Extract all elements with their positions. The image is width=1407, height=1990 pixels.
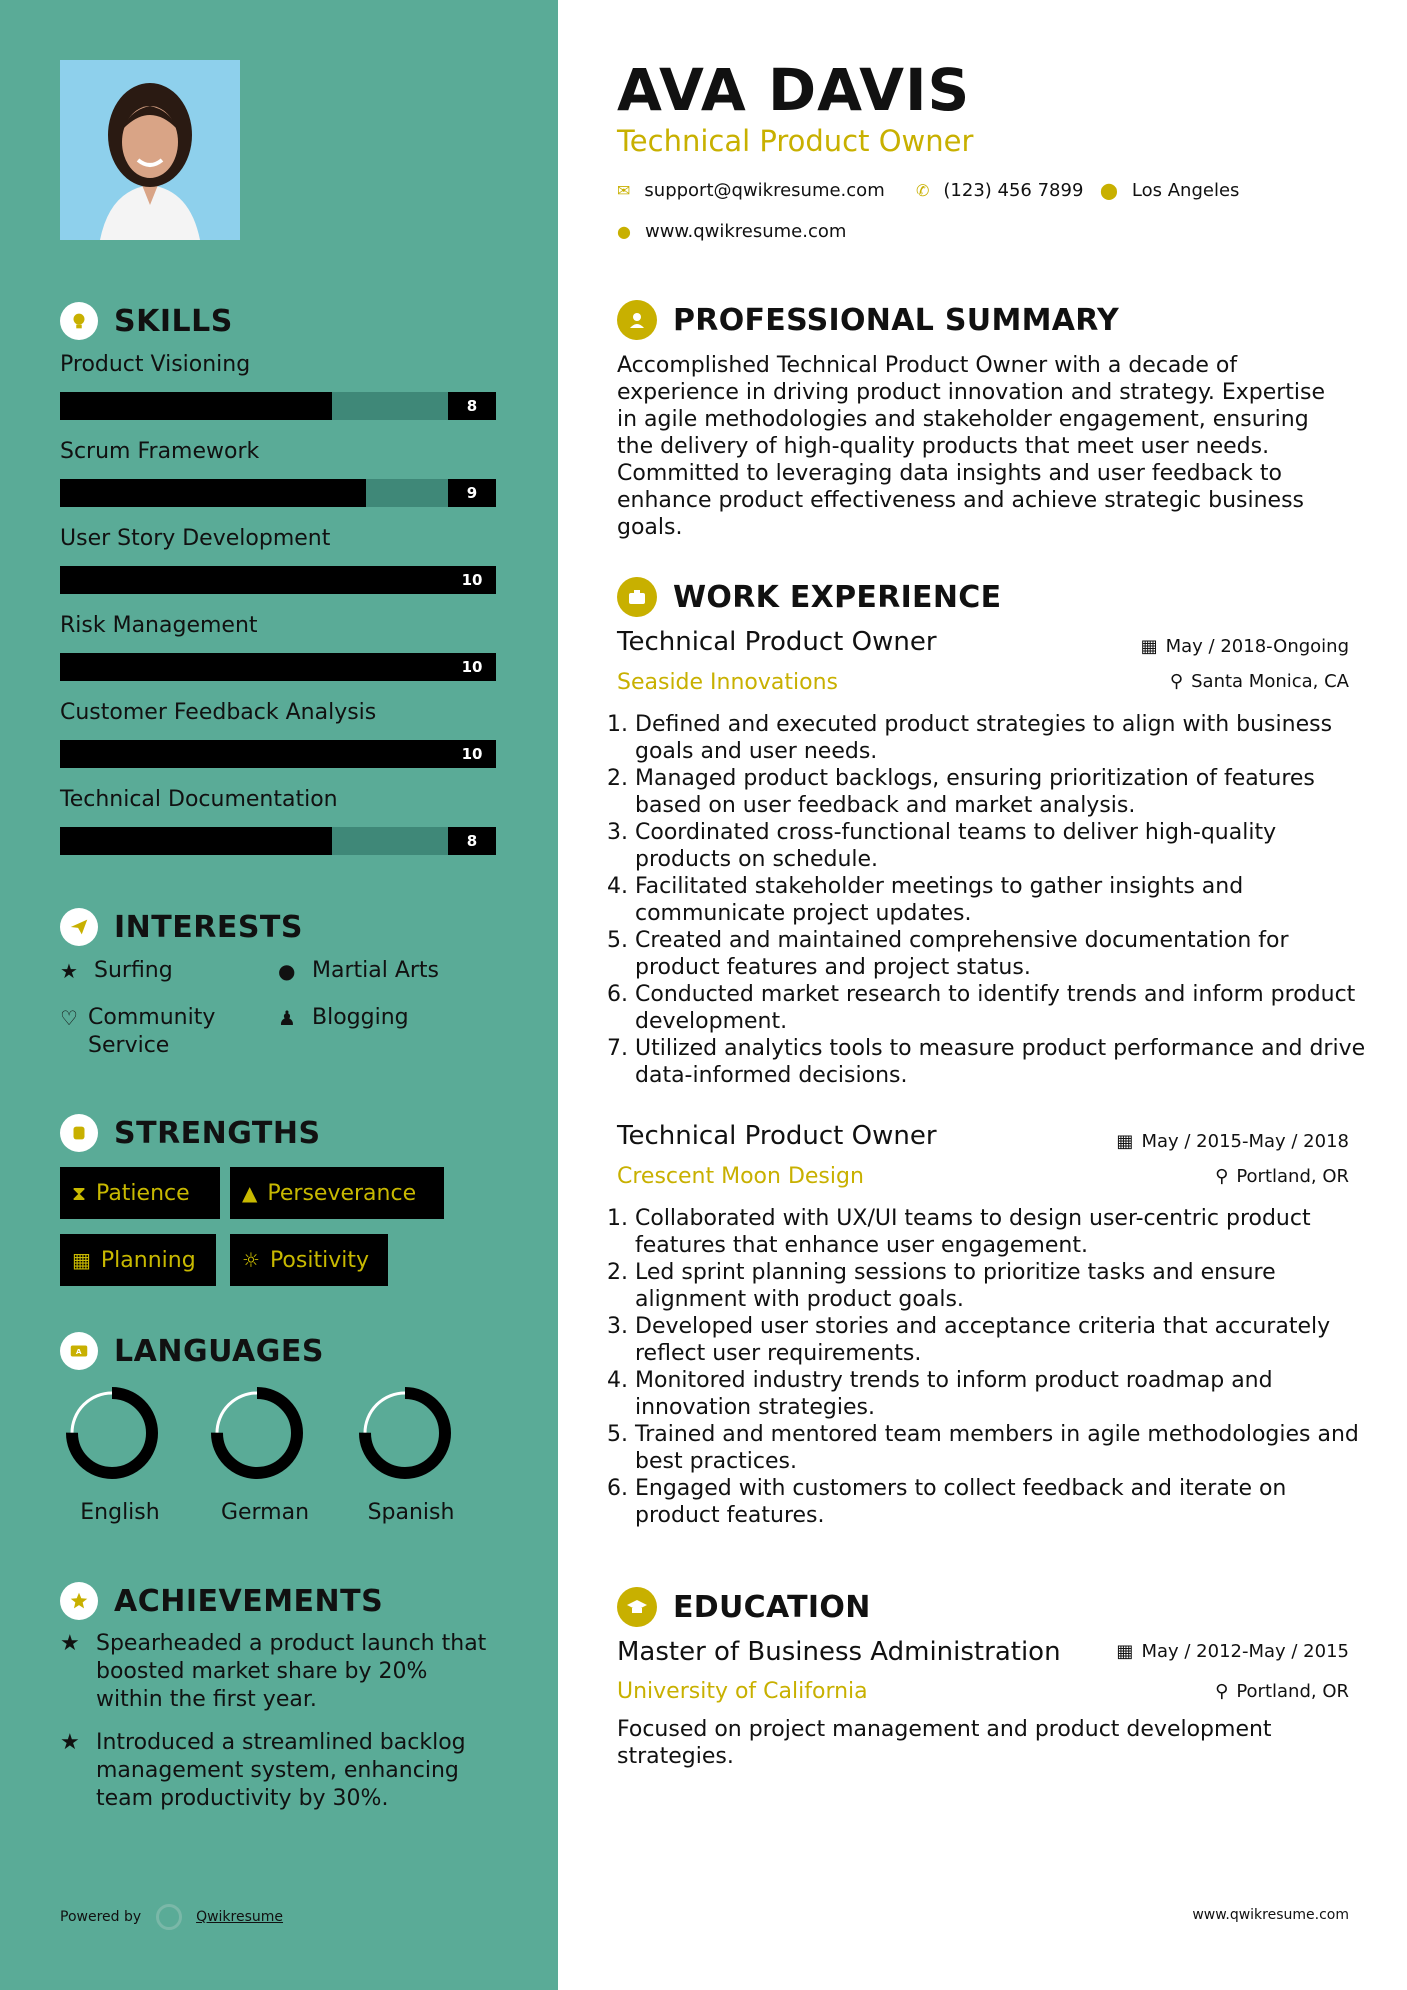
language-ring	[340, 1385, 470, 1489]
interest-label: Community Service	[88, 1005, 216, 1058]
graduation-icon	[617, 1587, 657, 1627]
duty-item: 5. Trained and mentored team members in agile methodologies and best practices.	[635, 1421, 1375, 1475]
language-label: German	[220, 1500, 310, 1525]
school-name: University of California	[617, 1679, 868, 1704]
skill-label: User Story Development	[60, 526, 331, 551]
degree-title: Master of Business Administration	[617, 1637, 1061, 1667]
strength-label: Perseverance	[267, 1180, 417, 1206]
strength-chip	[60, 1234, 216, 1286]
job-dates-text: May / 2015-May / 2018	[1141, 1131, 1349, 1152]
calendar-icon: ▦	[72, 1248, 91, 1272]
languages-title: LANGUAGES	[114, 1333, 324, 1369]
calendar-icon: ▦	[1140, 636, 1158, 657]
skill-fill	[60, 740, 496, 768]
contact-location	[1100, 180, 1239, 201]
summary-heading	[617, 300, 1119, 340]
skill-level-badge: 9	[448, 479, 496, 507]
website-text[interactable]: www.qwikresume.com	[644, 221, 847, 242]
strength-chip	[60, 1167, 220, 1219]
duty-item: 1. Collaborated with UX/UI teams to design user-centric product features that enhance user engagement.	[635, 1205, 1375, 1259]
skill-label: Scrum Framework	[60, 439, 260, 464]
strength-label: Patience	[96, 1180, 190, 1206]
svg-text:A: A	[75, 1346, 83, 1356]
duty-item: 5. Created and maintained comprehensive documentation for product features and project status.	[635, 927, 1375, 981]
achievement-item	[60, 1630, 500, 1714]
contact-website	[617, 221, 846, 242]
duty-item: 7. Utilized analytics tools to measure product performance and drive data-informed decisions.	[635, 1035, 1375, 1089]
lightbulb-icon	[60, 302, 98, 340]
job-duties	[610, 711, 1375, 1089]
job-title: Technical Product Owner	[617, 627, 937, 657]
strengths-title: STRENGTHS	[114, 1115, 321, 1151]
company-name: Crescent Moon Design	[617, 1164, 864, 1189]
job-title: Technical Product Owner	[617, 1121, 937, 1151]
pin-icon: ⚲	[1215, 1166, 1229, 1187]
education-location	[1215, 1681, 1349, 1702]
languages-heading	[60, 1332, 324, 1370]
strength-label: Planning	[100, 1247, 196, 1273]
fist-icon	[60, 1114, 98, 1152]
duty-item: 4. Monitored industry trends to inform product roadmap and innovation strategies.	[635, 1367, 1375, 1421]
road-icon: ▲	[242, 1181, 258, 1205]
skill-fill	[60, 392, 332, 420]
users-icon: ♟	[278, 1006, 296, 1030]
achievement-item	[60, 1729, 500, 1813]
skill-fill	[60, 827, 332, 855]
phone-icon: ✆	[916, 181, 930, 200]
map-pin-icon: ⬤	[1100, 181, 1118, 200]
contact-phone	[916, 180, 1083, 201]
paper-plane-icon	[60, 908, 98, 946]
sidebar	[0, 0, 558, 1990]
interest-item	[60, 1004, 250, 1060]
skill-fill	[60, 653, 496, 681]
star-burst-icon: ★	[60, 1631, 80, 1656]
language-ring	[192, 1385, 322, 1489]
hourglass-icon: ⧗	[72, 1181, 87, 1205]
candidate-role: Technical Product Owner	[617, 124, 974, 158]
envelope-icon: ✉	[617, 181, 631, 200]
skill-fill	[60, 479, 366, 507]
skills-heading	[60, 302, 233, 340]
pin-icon: ⚲	[1169, 671, 1184, 692]
skill-level-badge: 10	[448, 740, 496, 768]
job-duties	[610, 1205, 1375, 1529]
company-name: Seaside Innovations	[617, 670, 838, 695]
skill-bar	[60, 566, 496, 594]
education-dates-text: May / 2012-May / 2015	[1141, 1641, 1349, 1662]
duty-item: 6. Conducted market research to identify trends and inform product development.	[635, 981, 1375, 1035]
achievements-heading	[60, 1582, 383, 1620]
user-icon	[617, 300, 657, 340]
interest-item	[278, 1004, 409, 1032]
interest-item	[60, 957, 173, 985]
skill-level-badge: 8	[448, 392, 496, 420]
strength-label: Positivity	[269, 1247, 369, 1273]
education-title: EDUCATION	[673, 1589, 871, 1625]
language-ring	[47, 1385, 177, 1489]
summary-text: Accomplished Technical Product Owner with a decade of experience in driving product innovation and strategy. Expertise in agile methodologies and stakeholder engagement, ensuring the delivery of high-quality products that meet user needs. Committed to leveraging data insights and user feedback to enhance product effectiveness and achieve strategic business goals.	[617, 353, 1326, 540]
achievement-text: Introduced a streamlined backlog management system, enhancing team productivity by 30%.	[96, 1730, 466, 1811]
email-text[interactable]: support@qwikresume.com	[644, 180, 885, 201]
globe-icon: ●	[617, 222, 631, 241]
skill-bar	[60, 740, 496, 768]
experience-title: WORK EXPERIENCE	[673, 579, 1002, 615]
duty-item: 2. Led sprint planning sessions to prioritize tasks and ensure alignment with product goals.	[635, 1259, 1375, 1313]
sun-icon: ☼	[242, 1248, 260, 1272]
interest-item	[278, 957, 439, 985]
candidate-name: AVA DAVIS	[617, 56, 971, 124]
skill-label: Product Visioning	[60, 352, 251, 377]
job-dates-text: May / 2018-Ongoing	[1165, 636, 1349, 657]
job-dates	[1116, 1131, 1349, 1152]
strength-chip	[230, 1234, 388, 1286]
location-text: Los Angeles	[1131, 180, 1240, 201]
skill-bar	[60, 653, 496, 681]
education-heading	[617, 1587, 871, 1627]
language-icon	[60, 1332, 98, 1370]
interest-label: Martial Arts	[312, 958, 440, 983]
job-dates	[1141, 636, 1349, 657]
skill-level-badge: 10	[448, 653, 496, 681]
job-location	[1170, 671, 1349, 692]
duty-item: 3. Developed user stories and acceptance criteria that accurately reflect user requirements.	[635, 1313, 1375, 1367]
heart-icon: ♡	[60, 1006, 78, 1030]
language-label: English	[80, 1500, 160, 1525]
duty-item: 3. Coordinated cross-functional teams to deliver high-quality products on schedule.	[635, 819, 1375, 873]
footer-site[interactable]: www.qwikresume.com	[1192, 1907, 1349, 1923]
duty-item: 4. Facilitated stakeholder meetings to gather insights and communicate project updates.	[635, 873, 1375, 927]
interest-label: Blogging	[312, 1005, 409, 1030]
skill-level-badge: 8	[448, 827, 496, 855]
powered-by-label: Powered by	[60, 1909, 142, 1925]
job-location	[1215, 1166, 1349, 1187]
duty-item: 1. Defined and executed product strategies to align with business goals and user needs.	[635, 711, 1375, 765]
briefcase-icon	[617, 577, 657, 617]
duty-item: 6. Engaged with customers to collect feedback and iterate on product features.	[635, 1475, 1375, 1529]
achievements-title: ACHIEVEMENTS	[114, 1583, 384, 1619]
skill-bar	[60, 392, 496, 420]
powered-by	[60, 1904, 283, 1930]
skill-fill	[60, 566, 496, 594]
calendar-icon: ▦	[1116, 1641, 1134, 1662]
star-icon: ★	[60, 959, 78, 983]
skill-label: Technical Documentation	[60, 787, 338, 812]
education-dates	[1116, 1641, 1349, 1662]
strengths-heading	[60, 1114, 321, 1152]
job-location-text: Portland, OR	[1236, 1166, 1349, 1187]
achievement-text: Spearheaded a product launch that boosted market share by 20% within the first year.	[96, 1631, 487, 1712]
globe-icon: ●	[278, 959, 296, 983]
skill-bar	[60, 479, 496, 507]
phone-text: (123) 456 7899	[943, 180, 1084, 201]
pin-icon: ⚲	[1215, 1681, 1229, 1702]
skill-level-badge: 10	[448, 566, 496, 594]
skill-label: Risk Management	[60, 613, 258, 638]
interest-label: Surfing	[94, 958, 173, 983]
education-location-text: Portland, OR	[1236, 1681, 1349, 1702]
interests-heading	[60, 908, 303, 946]
duty-item: 2. Managed product backlogs, ensuring prioritization of features based on user feedback and market analysis.	[635, 765, 1375, 819]
strength-chip	[230, 1167, 444, 1219]
trophy-star-icon	[60, 1582, 98, 1620]
brand-link[interactable]: Qwikresume	[196, 1909, 284, 1925]
language-label: Spanish	[367, 1500, 455, 1525]
interests-title: INTERESTS	[114, 909, 303, 945]
experience-heading	[617, 577, 1001, 617]
star-burst-icon: ★	[60, 1730, 80, 1755]
skills-title: SKILLS	[114, 303, 233, 339]
education-description: Focused on project management and product development strategies.	[617, 1717, 1272, 1769]
contact-email	[617, 180, 885, 201]
skill-bar	[60, 827, 496, 855]
qwikresume-logo-icon	[156, 1904, 182, 1930]
summary-title: PROFESSIONAL SUMMARY	[673, 302, 1120, 338]
skill-label: Customer Feedback Analysis	[60, 700, 377, 725]
calendar-icon: ▦	[1116, 1131, 1134, 1152]
job-location-text: Santa Monica, CA	[1191, 671, 1349, 692]
profile-photo	[60, 60, 240, 240]
